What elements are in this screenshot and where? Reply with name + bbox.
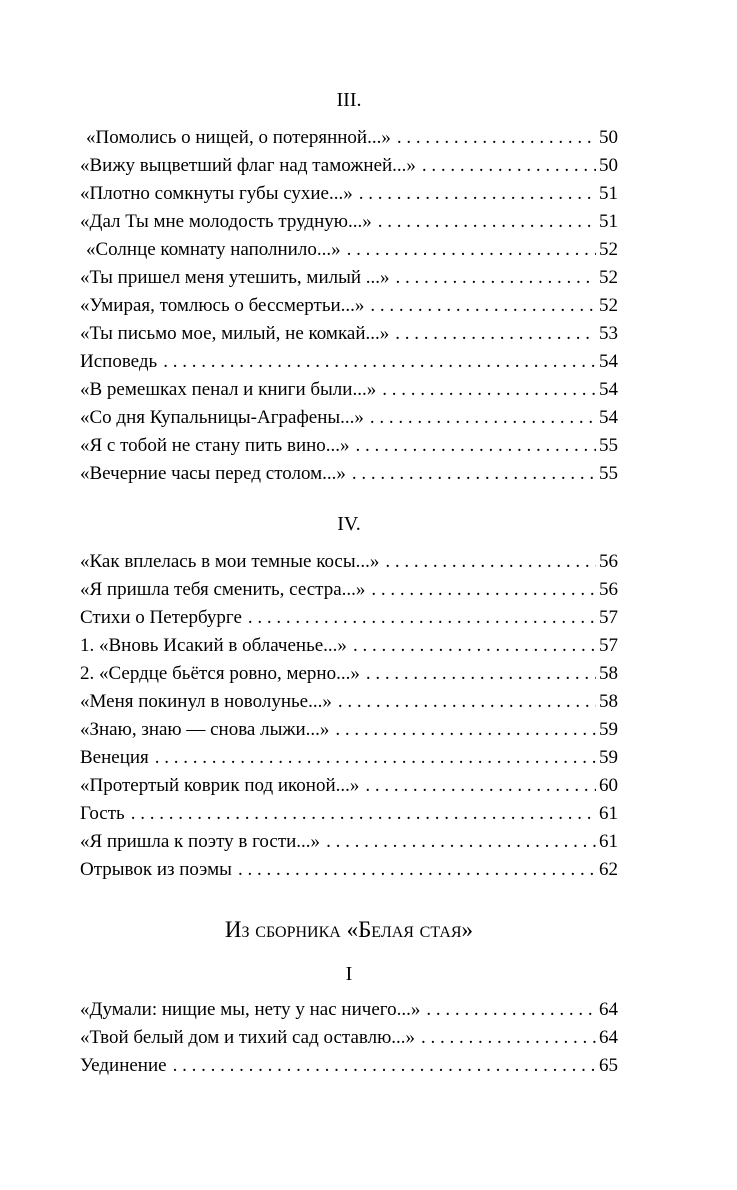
toc-entry-page: 54 (599, 379, 618, 400)
toc-content (80, 86, 618, 1080)
toc-entry-page: 65 (599, 1055, 618, 1076)
toc-entry (80, 996, 618, 1024)
toc-entry-page: 56 (599, 579, 618, 600)
toc-entry-title: Стихи о Петербурге (80, 607, 242, 628)
toc-entry-page: 50 (599, 127, 618, 148)
toc-leader-dots (382, 376, 596, 404)
toc-entry (80, 660, 618, 688)
toc-entry-title: Исповедь (80, 351, 158, 372)
toc-leader-dots (248, 604, 596, 632)
toc-entry-title: «Меня покинул в новолунье...» (80, 691, 332, 712)
toc-entry (80, 688, 618, 716)
toc-entry-title: Венеция (80, 747, 149, 768)
toc-leader-dots (356, 432, 596, 460)
toc-entry-title: «Как вплелась в мои темные косы...» (80, 551, 380, 572)
toc-leader-dots (397, 124, 596, 152)
toc-leader-dots (395, 320, 596, 348)
toc-entry (80, 772, 618, 800)
toc-leader-dots (366, 660, 596, 688)
toc-entry-title: 2. «Сердце бьётся ровно, мерно...» (80, 663, 360, 684)
toc-entry-page: 55 (599, 463, 618, 484)
toc-entry-title: «Плотно сомкнуты губы сухие...» (80, 183, 353, 204)
toc-entry-title: «Знаю, знаю — снова лыжи...» (80, 719, 330, 740)
toc-entry-title: «Твой белый дом и тихий сад оставлю...» (80, 1027, 416, 1048)
toc-entry (80, 1052, 618, 1080)
toc-leader-dots (238, 856, 596, 884)
toc-entry (80, 856, 618, 884)
toc-entry-title: Гость (80, 803, 125, 824)
toc-entry-title: «Умирая, томлюсь о бессмертьи...» (80, 295, 365, 316)
toc-entry (80, 460, 618, 488)
toc-leader-dots (365, 772, 596, 800)
toc-leader-dots (352, 460, 596, 488)
toc-entry-title: «Со дня Купальницы-Аграфены...» (80, 407, 364, 428)
toc-leader-dots (370, 292, 596, 320)
toc-entry-title: «Я пришла тебя сменить, сестра...» (80, 579, 366, 600)
toc-entry (80, 1024, 618, 1052)
toc-list-i (80, 996, 618, 1080)
toc-list-iv (80, 548, 618, 884)
toc-entry-page: 52 (599, 267, 618, 288)
toc-entry-title: «Думали: нищие мы, нету у нас ничего...» (80, 999, 421, 1020)
toc-entry (80, 208, 618, 236)
toc-entry-title: 1. «Вновь Исакий в облаченье...» (80, 635, 347, 656)
toc-entry (80, 548, 618, 576)
toc-entry-title: «Я с тобой не стану пить вино...» (80, 435, 350, 456)
toc-entry-page: 57 (599, 635, 618, 656)
toc-entry (80, 800, 618, 828)
toc-entry-page: 60 (599, 775, 618, 796)
toc-leader-dots (378, 208, 596, 236)
toc-entry (80, 124, 618, 152)
toc-entry-page: 52 (599, 239, 618, 260)
toc-leader-dots (155, 744, 596, 772)
toc-leader-dots (421, 1024, 596, 1052)
toc-entry-page: 56 (599, 551, 618, 572)
toc-entry-page: 62 (599, 859, 618, 880)
toc-entry-page: 61 (599, 803, 618, 824)
toc-leader-dots (359, 180, 596, 208)
toc-entry-page: 64 (599, 1027, 618, 1048)
toc-entry (80, 576, 618, 604)
toc-entry-title: «Помолись о нищей, о потерянной...» (86, 127, 391, 148)
toc-leader-dots (326, 828, 596, 856)
toc-entry (80, 348, 618, 376)
collection-title: Из сборника «Белая стая» (224, 917, 474, 942)
toc-leader-dots (370, 404, 596, 432)
toc-entry-page: 55 (599, 435, 618, 456)
toc-entry (80, 292, 618, 320)
toc-entry-title: «Вечерние часы перед столом...» (80, 463, 346, 484)
toc-entry (80, 604, 618, 632)
toc-entry-title: «Дал Ты мне молодость трудную...» (80, 211, 372, 232)
toc-entry (80, 320, 618, 348)
toc-leader-dots (396, 264, 596, 292)
toc-leader-dots (385, 548, 596, 576)
toc-entry-title: Отрывок из поэмы (80, 859, 232, 880)
section-title-iii: III. (336, 89, 362, 111)
section-title-i: I (345, 963, 353, 985)
toc-entry (80, 236, 618, 264)
toc-entry-page: 57 (599, 607, 618, 628)
toc-entry (80, 180, 618, 208)
toc-entry (80, 744, 618, 772)
toc-entry (80, 828, 618, 856)
toc-entry-page: 53 (599, 323, 618, 344)
toc-leader-dots (335, 716, 596, 744)
toc-leader-dots (426, 996, 596, 1024)
toc-entry-page: 58 (599, 691, 618, 712)
toc-entry-page: 64 (599, 999, 618, 1020)
toc-leader-dots (131, 800, 596, 828)
toc-entry-page: 59 (599, 719, 618, 740)
toc-entry-page: 58 (599, 663, 618, 684)
toc-entry-title: «В ремешках пенал и книги были...» (80, 379, 377, 400)
toc-entry-page: 51 (599, 211, 618, 232)
toc-leader-dots (163, 348, 596, 376)
toc-entry (80, 404, 618, 432)
toc-entry (80, 632, 618, 660)
toc-entry-title: «Протертый коврик под иконой...» (80, 775, 360, 796)
toc-entry (80, 716, 618, 744)
toc-leader-dots (353, 632, 596, 660)
toc-entry-title: «Я пришла к поэту в гости...» (80, 831, 321, 852)
toc-leader-dots (422, 152, 596, 180)
toc-entry-page: 52 (599, 295, 618, 316)
toc-entry (80, 264, 618, 292)
toc-entry (80, 376, 618, 404)
toc-entry (80, 152, 618, 180)
toc-entry-page: 54 (599, 351, 618, 372)
toc-entry-page: 54 (599, 407, 618, 428)
section-title-iv: IV. (337, 513, 361, 535)
toc-entry-page: 59 (599, 747, 618, 768)
toc-leader-dots (347, 236, 596, 264)
toc-entry-title: «Вижу выцветший флаг над таможней...» (80, 155, 416, 176)
toc-entry-title: «Ты пришел меня утешить, милый ...» (80, 267, 390, 288)
toc-entry-page: 51 (599, 183, 618, 204)
toc-leader-dots (371, 576, 596, 604)
toc-leader-dots (338, 688, 596, 716)
toc-entry-title: «Ты письмо мое, милый, не комкай...» (80, 323, 390, 344)
toc-entry-title: Уединение (80, 1055, 167, 1076)
toc-entry-page: 61 (599, 831, 618, 852)
toc-entry-page: 50 (599, 155, 618, 176)
toc-list-iii (80, 124, 618, 488)
toc-entry-title: «Солнце комнату наполнило...» (86, 239, 341, 260)
toc-leader-dots (173, 1052, 596, 1080)
toc-entry (80, 432, 618, 460)
